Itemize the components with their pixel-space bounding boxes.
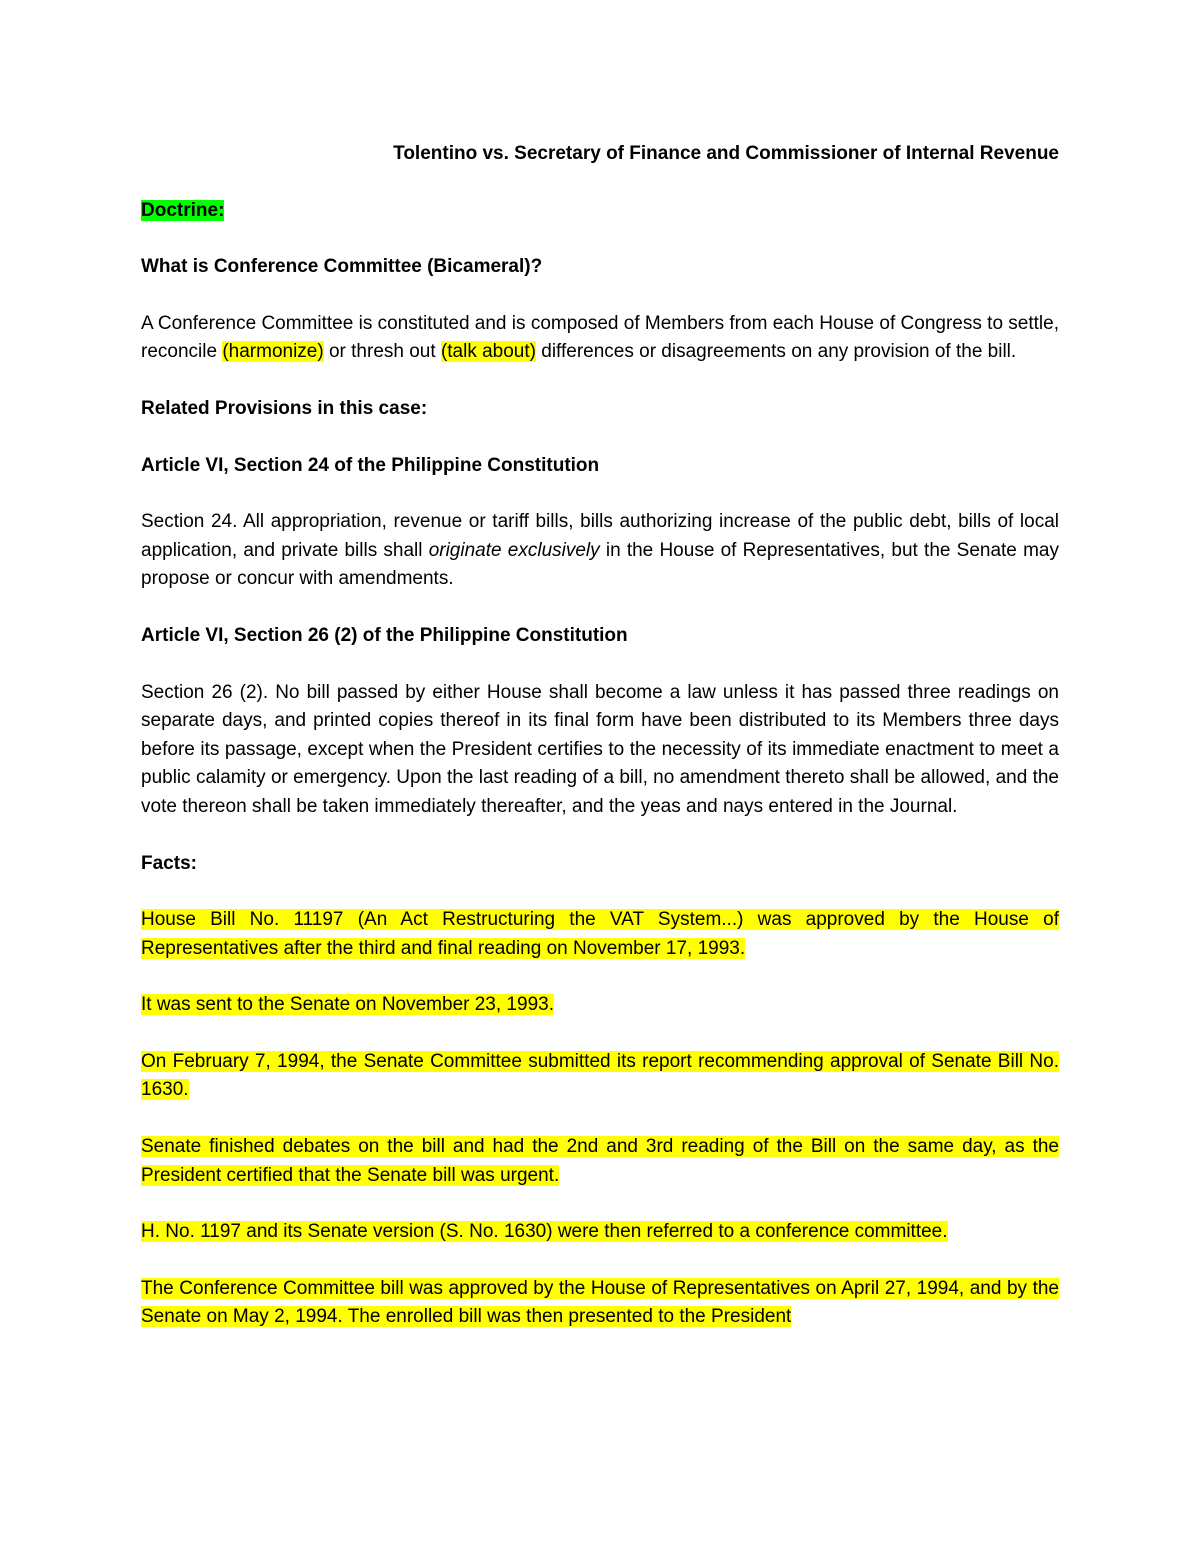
definition-text-2: or thresh out — [323, 341, 441, 363]
fact-text: House Bill No. 11197 (An Act Restructuring the VAT System...) was approved by the House of Representatives after the third and final reading on November 17, 1993. — [141, 909, 1059, 959]
facts-heading: Facts: — [141, 852, 197, 874]
related-provisions-heading: Related Provisions in this case: — [141, 397, 428, 419]
fact-item — [141, 1048, 1059, 1105]
fact-item — [141, 991, 1059, 1020]
conference-committee-question: What is Conference Committee (Bicameral)? — [141, 256, 543, 278]
section-26-paragraph: Section 26 (2). No bill passed by either House shall become a law unless it has passed three readings on separate days, and printed copies thereof in its final form have been distributed to its Members three days before its passage, except when the President certifies to the necessity of its immediate enactment to meet a public calamity or emergency. Upon the last reading of a bill, no amendment thereto shall be allowed, and the vote thereon shall be taken immediately thereafter, and the yeas and nays entered in the Journal. — [141, 681, 1059, 817]
fact-text: It was sent to the Senate on November 23, 1993. — [141, 994, 554, 1016]
fact-item — [141, 1218, 1059, 1247]
fact-item — [141, 906, 1059, 963]
article-24-heading: Article VI, Section 24 of the Philippine Constitution — [141, 454, 600, 476]
section-24-italic: originate exclusively — [428, 539, 600, 561]
definition-text-1: A Conference Committee is constituted and is composed of Members from each House of Congress to settle, reconcile — [141, 312, 1059, 363]
section-24-paragraph — [141, 508, 1059, 594]
definition-paragraph — [141, 310, 1059, 367]
fact-text: Senate finished debates on the bill and had the 2nd and 3rd reading of the Bill on the same day, as the President certified that the Senate bill was urgent. — [141, 1136, 1059, 1186]
section-24-text-1: Section 24. All appropriation, revenue or tariff bills, bills authorizing increase of the public debt, bills of local application, and private bills shall — [141, 511, 1059, 561]
fact-item — [141, 1275, 1059, 1332]
fact-text: The Conference Committee bill was approved by the House of Representatives on April 27, 1994, and by the Senate on May 2, 1994. The enrolled bill was then presented to the President — [141, 1277, 1059, 1328]
doctrine-heading — [141, 197, 1059, 226]
fact-text: On February 7, 1994, the Senate Committee submitted its report recommending approval of Senate Bill No. 1630. — [141, 1050, 1059, 1101]
document-page — [141, 140, 1059, 1360]
fact-item — [141, 1133, 1059, 1190]
doctrine-label: Doctrine: — [141, 199, 225, 221]
section-24-text-2: in the House of Representatives, but the Senate may propose or concur with amendments. — [141, 539, 1059, 590]
harmonize-highlight: (harmonize) — [222, 341, 324, 363]
article-26-heading: Article VI, Section 26 (2) of the Philippine Constitution — [141, 624, 628, 646]
fact-text: H. No. 1197 and its Senate version (S. No. 1630) were then referred to a conference committee. — [141, 1221, 948, 1243]
talk-about-highlight: (talk about) — [440, 341, 536, 363]
case-title: Tolentino vs. Secretary of Finance and Commissioner of Internal Revenue — [393, 143, 1059, 164]
definition-text-3: differences or disagreements on any provision of the bill. — [535, 341, 1017, 363]
